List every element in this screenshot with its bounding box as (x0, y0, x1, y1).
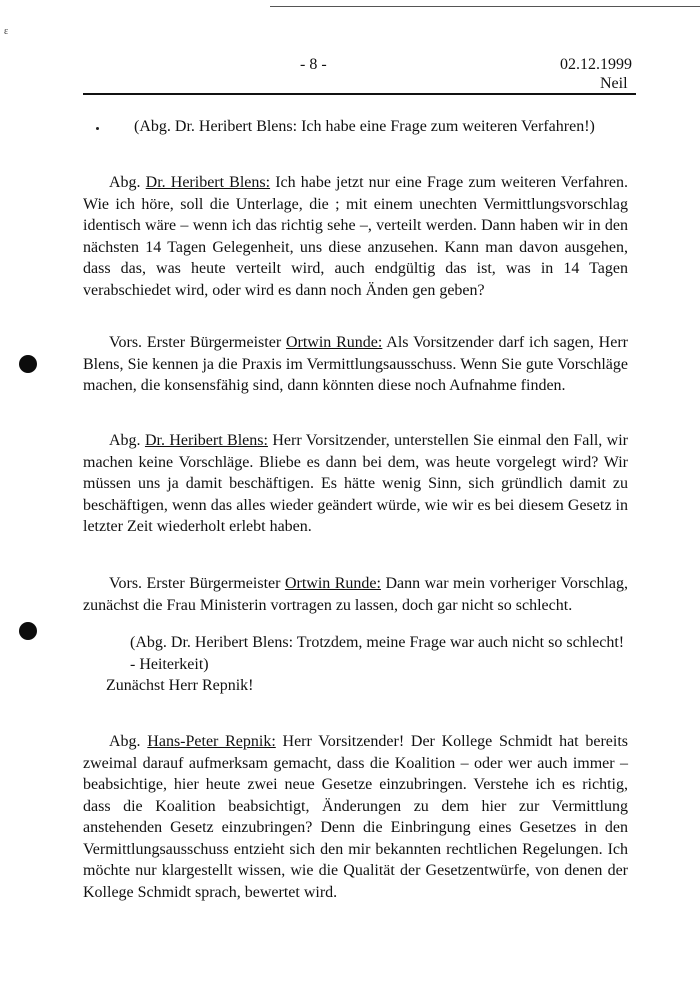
speech-paragraph (83, 731, 628, 903)
header-date: 02.12.1999 (560, 56, 632, 73)
speech-paragraph (83, 332, 628, 397)
page-number: - 8 - (300, 56, 327, 73)
speaker-name: Dr. Heribert Blens: (144, 432, 268, 449)
speaker-prefix: Abg. (109, 432, 141, 449)
speech-text: Ich habe jetzt nur eine Frage zum weiteren Verfahren. Wie ich höre, soll die Unterlage, die ; mit einem unechten Vermittlungsvorschlag identisch wäre – wenn ich das richtig sehe –, verteilt werden. Dann haben wir in den nächsten 14 Tagen Gelegenheit, uns diese anzusehen. Kann man davon ausgehen, dass das, was heute verteilt wird, auch endgültig das ist, was in 14 Tagen verabschiedet wird, oder wird es dann noch Änden gen geben? (83, 174, 629, 299)
top-edge-rule (270, 6, 700, 7)
speaker-prefix: Vors. Erster Bürgermeister (109, 334, 282, 351)
speaker-name: Hans-Peter Repnik: (147, 733, 276, 750)
speaker-name: Ortwin Runde: (284, 575, 381, 592)
speaker-name: Ortwin Runde: (285, 334, 383, 351)
header-rule (83, 93, 636, 95)
speech-paragraph (83, 573, 628, 616)
speech-text: Dann war mein vorheriger Vorschlag, zunächst die Frau Ministerin vortragen zu lassen, doch gar nicht so schlecht. (83, 575, 629, 614)
speech-text: Als Vorsitzender darf ich sagen, Herr Blens, Sie kennen ja die Praxis im Vermittlungsausschuss. Wenn Sie gute Vorschläge machen, die konsensfähig sind, dann könnten diese noch Aufnahme finden. (83, 334, 628, 394)
speaker-name: Dr. Heribert Blens: (145, 174, 271, 191)
speech-paragraph (83, 430, 628, 538)
speaker-prefix: Vors. Erster Bürgermeister (109, 575, 281, 592)
scan-speck (96, 127, 99, 130)
speech-text: Herr Vorsitzender! Der Kollege Schmidt hat bereits zweimal darauf aufmerksam gemacht, dass die Koalition – oder wer auch immer – beabsichtige, hier heute zwei neue Gesetze einzubringen. Verstehe ich es richtig, dass die Koalition beabsichtigt, Änderungen zu dem hier zur Vermittlung anstehenden Gesetz einzubringen? Denn die Einbringung eines Gesetzes in den Vermittlungsausschuss entzieht sich den mir bekannten rechtlichen Regelungen. Ich möchte nur klargestellt wissen, wie die Qualität der Gesetzentwürfe, von denen der Kollege Schmidt sprach, bewertet wird. (83, 733, 628, 901)
speaker-prefix: Abg. (109, 174, 141, 191)
punch-hole (19, 355, 37, 373)
speech-paragraph (83, 172, 628, 301)
chair-remark: Zunächst Herr Repnik! (106, 677, 254, 694)
speech-text: Herr Vorsitzender, unterstellen Sie einmal den Fall, wir machen keine Vorschläge. Bliebe es dann bei dem, was heute vorgelegt wird? Wir müssen uns ja damit beschäftigen. Es hätte wenig Sinn, sich gründlich damit zu beschäftigen, wenn das alles wieder geändert würde, wie wir es bei diesem Gesetz in letzter Zeit wiederholt erlebt haben. (83, 432, 629, 535)
punch-hole (19, 622, 37, 640)
speaker-prefix: Abg. (109, 733, 141, 750)
header-author: Neil (600, 75, 628, 92)
interjection: (Abg. Dr. Heribert Blens: Trotzdem, meine Frage war auch nicht so schlecht! - Heiterkeit) (130, 634, 625, 673)
corner-mark: ɛ (4, 26, 9, 37)
interjection: (Abg. Dr. Heribert Blens: Ich habe eine Frage zum weiteren Verfahren!) (134, 118, 595, 135)
